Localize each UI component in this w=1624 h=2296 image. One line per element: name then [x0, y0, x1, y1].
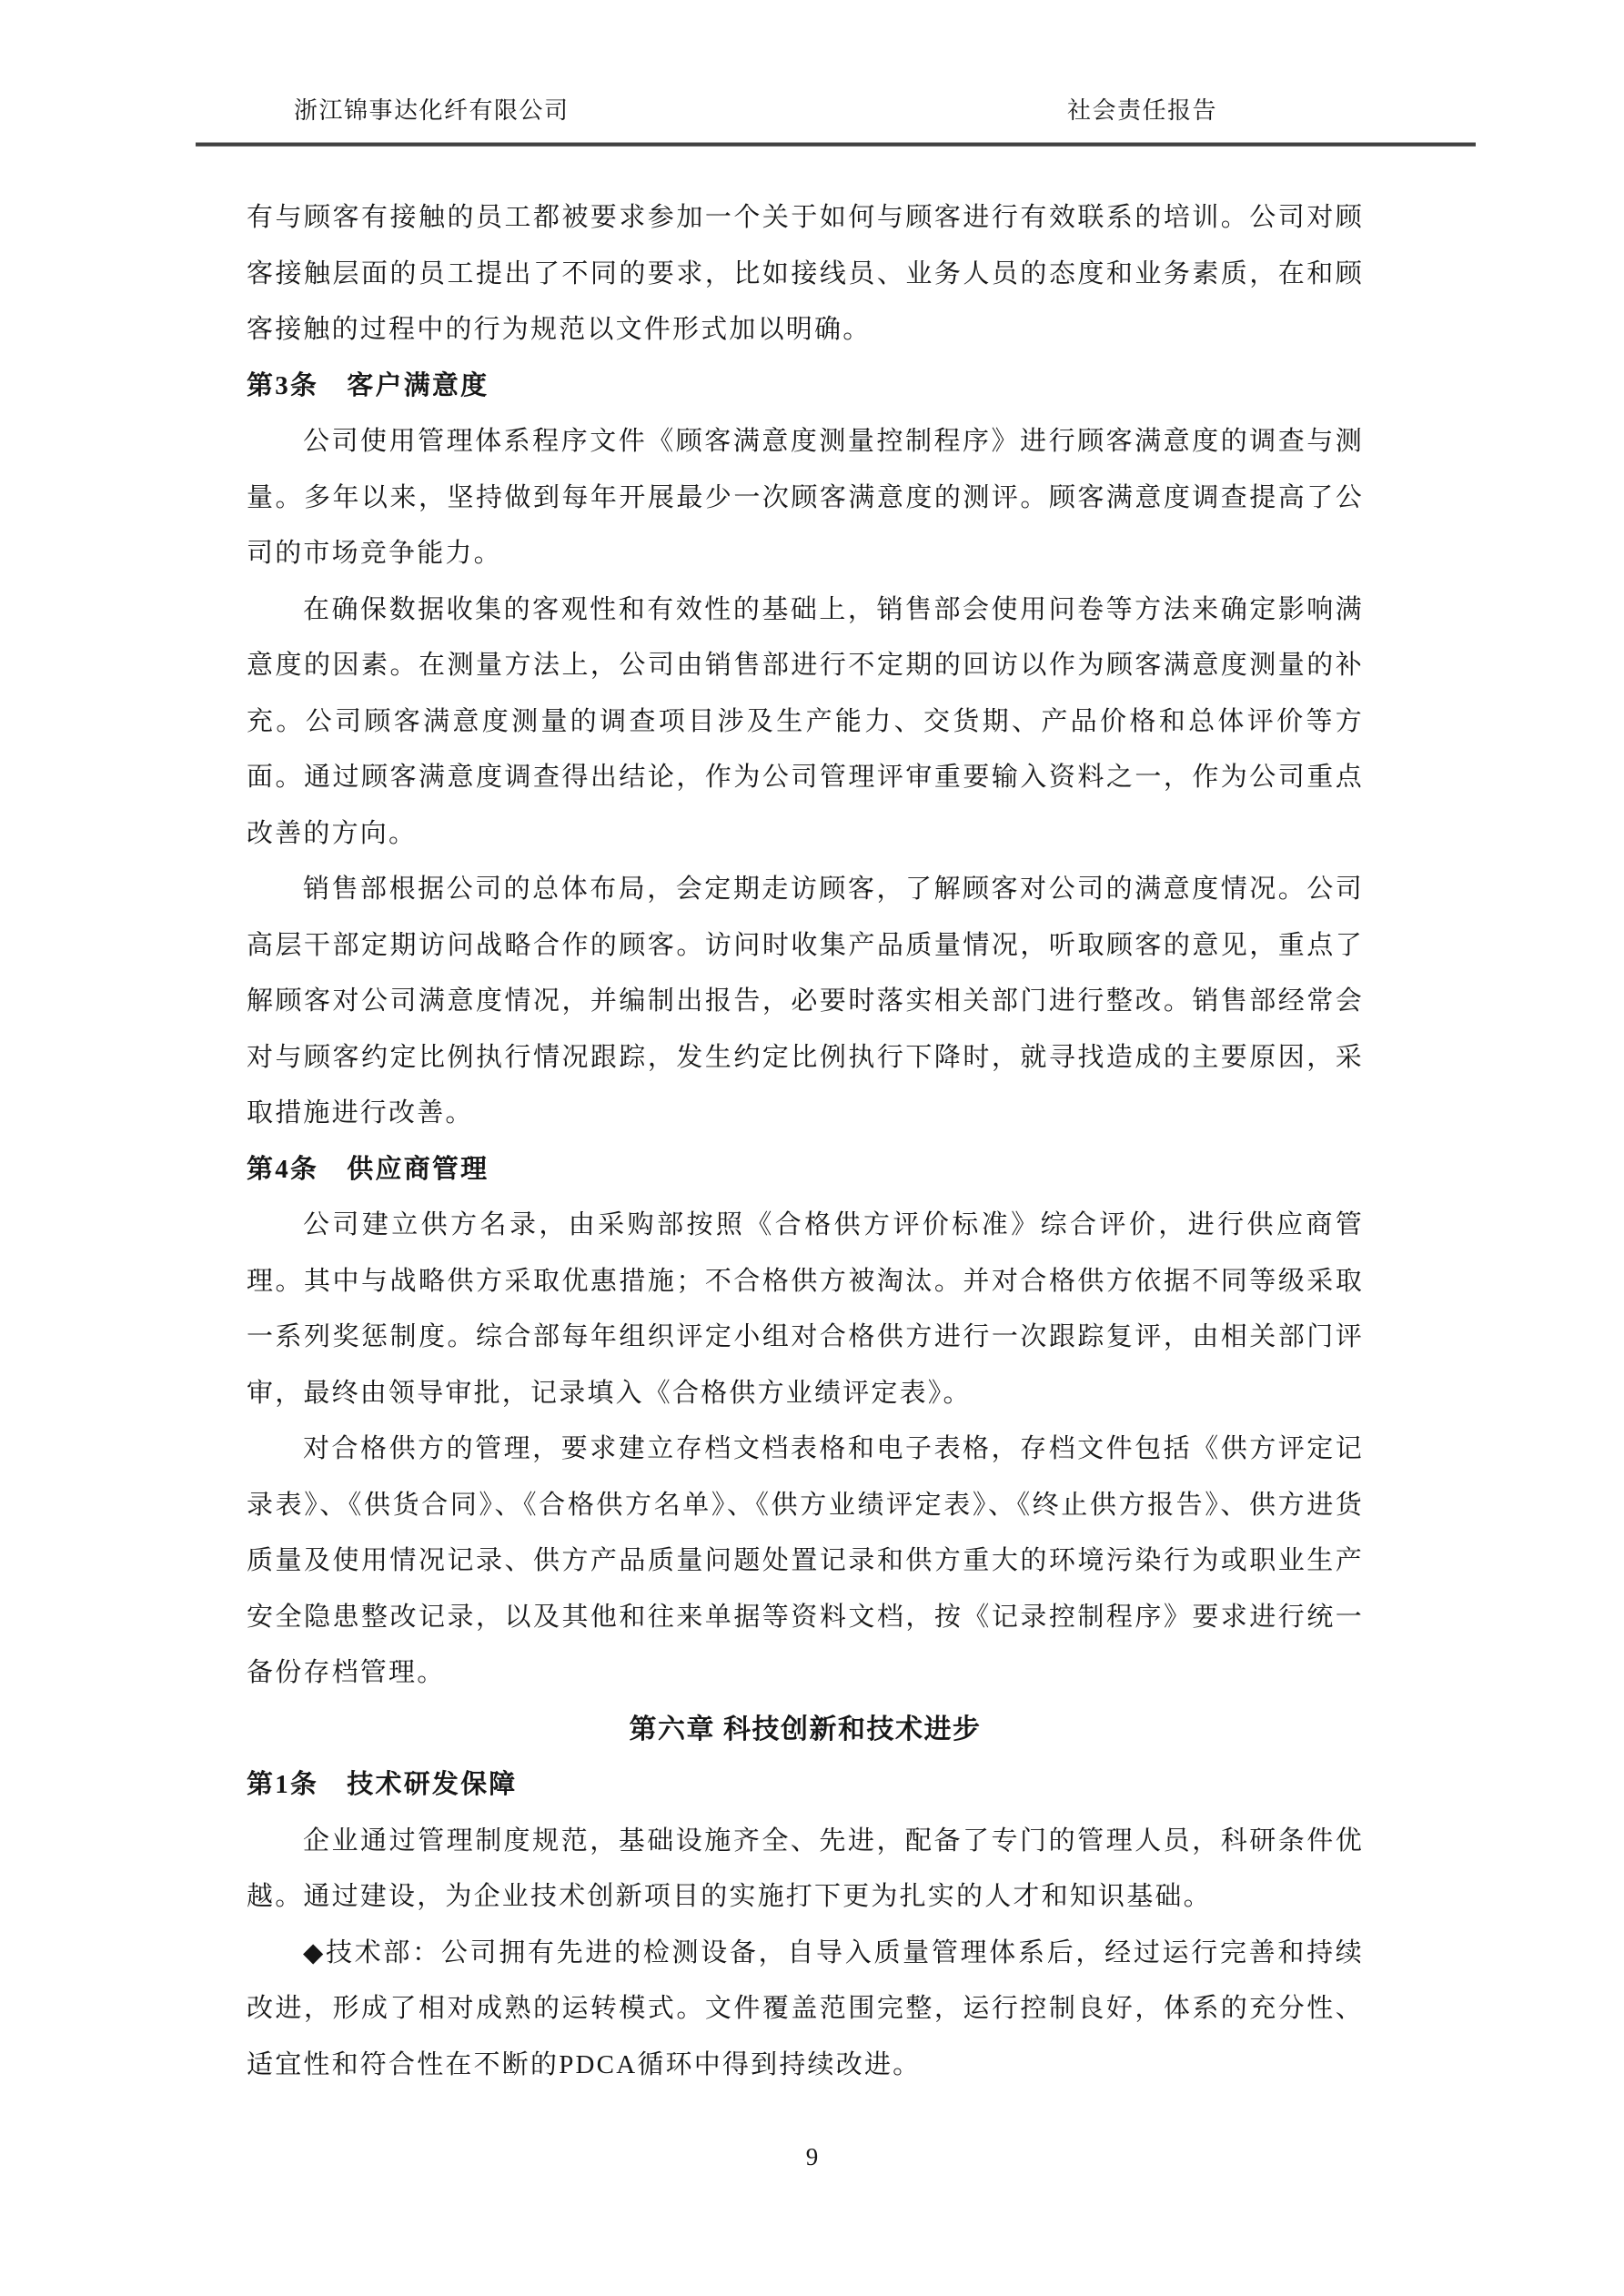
paragraph-customer-contact-continuation: 有与顾客有接触的员工都被要求参加一个关于如何与顾客进行有效联系的培训。公司对顾客接触层面的员工提出了不同的要求，比如接线员、业务人员的态度和业务素质，在和顾客接触的过程中的行为规范以文件形式加以明确。 [247, 203, 1364, 344]
paragraph-supplier-archive-records: 对合格供方的管理，要求建立存档文档表格和电子表格，存档文件包括《供方评定记录表》、《供货合同》、《合格供方名单》、《供方业绩评定表》、《终止供方报告》、供方进货质量及使用情况记录、供方产品质量问题处置记录和供方重大的环境污染行为或职业生产安全隐患整改记录，以及其他和往来单据等资料文档，按《记录控制程序》要求进行统一备份存档管理。 [247, 1434, 1364, 1687]
section-heading-article3-customer-satisfaction: 第3条 客户满意度 [247, 370, 489, 400]
paragraph-sales-dept-customer-visits: 销售部根据公司的总体布局，会定期走访顾客，了解顾客对公司的满意度情况。公司高层干部定期访问战略合作的顾客。访问时收集产品质量情况，听取顾客的意见，重点了解顾客对公司满意度情况，并编制出报告，必要时落实相关部门进行整改。销售部经常会对与顾客约定比例执行情况跟踪，发生约定比例执行下降时，就寻找造成的主要原因，采取措施进行改善。 [247, 875, 1364, 1128]
section-heading-article1-rnd-guarantee: 第1条 技术研发保障 [247, 1770, 518, 1799]
paragraph-satisfaction-survey-program: 公司使用管理体系程序文件《顾客满意度测量控制程序》进行顾客满意度的调查与测量。多年以来，坚持做到每年开展最少一次顾客满意度的测评。顾客满意度调查提高了公司的市场竞争能力。 [247, 427, 1364, 568]
section-heading-article4-supplier-management: 第4条 供应商管理 [247, 1154, 489, 1184]
paragraph-supplier-directory-evaluation: 公司建立供方名录，由采购部按照《合格供方评价标准》综合评价，进行供应商管理。其中与战略供方采取优惠措施；不合格供方被淘汰。并对合格供方依据不同等级采取一系列奖惩制度。综合部每年组织评定小组对合格供方进行一次跟踪复评，由相关部门评审，最终由领导审批，记录填入《合格供方业绩评定表》。 [247, 1210, 1364, 1408]
paragraph-rnd-conditions: 企业通过管理制度规范，基础设施齐全、先进，配备了专门的管理人员，科研条件优越。通过建设，为企业技术创新项目的实施打下更为扎实的人才和知识基础。 [247, 1826, 1364, 1911]
header-rule [196, 142, 1476, 147]
paragraph-data-collection-method: 在确保数据收集的客观性和有效性的基础上，销售部会使用问卷等方法来确定影响满意度的因素。在测量方法上，公司由销售部进行不定期的回访以作为顾客满意度测量的补充。公司顾客满意度测量的调查项目涉及生产能力、交货期、产品价格和总体评价等方面。通过顾客满意度调查得出结论，作为公司管理评审重要输入资料之一，作为公司重点改善的方向。 [247, 594, 1364, 848]
page-number: 9 [805, 2143, 819, 2170]
chapter-heading-6-tech-innovation: 第六章 科技创新和技术进步 [629, 1714, 982, 1745]
header-company-name: 浙江锦事达化纤有限公司 [294, 97, 570, 124]
document-body [247, 190, 1364, 2093]
paragraph-technical-dept-bullet: ◆技术部：公司拥有先进的检测设备，自导入质量管理体系后，经过运行完善和持续改进，形成了相对成熟的运转模式。文件覆盖范围完整，运行控制良好，体系的充分性、适宜性和符合性在不断的PDCA循环中得到持续改进。 [247, 1937, 1364, 2079]
header-report-title: 社会责任报告 [1067, 97, 1218, 124]
